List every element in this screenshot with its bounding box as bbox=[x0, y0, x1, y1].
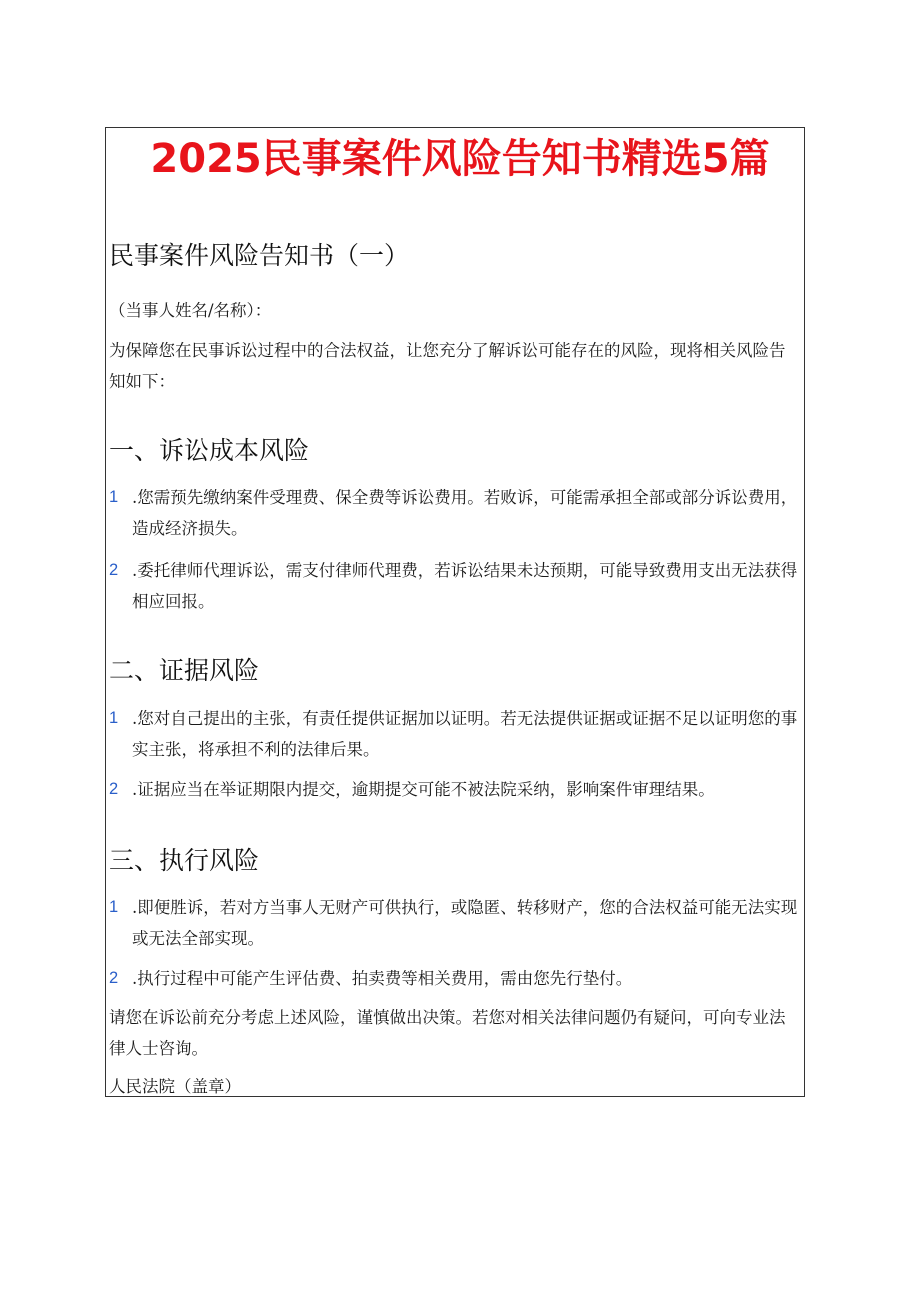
section-heading-enforcement: 三、执行风险 bbox=[109, 846, 260, 875]
item-number: 1 bbox=[109, 709, 119, 727]
item-number: 2 bbox=[109, 561, 119, 579]
item-text: .您需预先缴纳案件受理费、保全费等诉讼费用。若败诉，可能需承担全部或部分诉讼费用，造成经济损失。 bbox=[132, 488, 798, 538]
item-number: 1 bbox=[109, 898, 119, 916]
signature-line: 人民法院（盖章） bbox=[109, 1077, 241, 1096]
list-item bbox=[109, 963, 801, 994]
section-heading-evidence: 二、证据风险 bbox=[109, 656, 260, 685]
item-number: 1 bbox=[109, 488, 119, 506]
item-text: .证据应当在举证期限内提交，逾期提交可能不被法院采纳，影响案件审理结果。 bbox=[132, 780, 715, 799]
document-title: 民事案件风险告知书（一） bbox=[109, 241, 410, 270]
item-number: 2 bbox=[109, 969, 119, 987]
item-text: .即便胜诉，若对方当事人无财产可供执行，或隐匿、转移财产，您的合法权益可能无法实现或无法全部实现。 bbox=[132, 898, 798, 948]
salutation: （当事人姓名/名称）： bbox=[109, 301, 272, 320]
main-title: 2025民事案件风险告知书精选5篇 bbox=[150, 136, 770, 182]
item-text: .执行过程中可能产生评估费、拍卖费等相关费用，需由您先行垫付。 bbox=[132, 969, 633, 988]
list-item bbox=[109, 892, 801, 954]
list-item bbox=[109, 774, 801, 805]
list-item bbox=[109, 482, 801, 544]
list-item bbox=[109, 555, 801, 617]
list-item bbox=[109, 703, 801, 765]
item-text: .委托律师代理诉讼，需支付律师代理费，若诉讼结果未达预期，可能导致费用支出无法获得相应回报。 bbox=[132, 561, 798, 611]
section-heading-litigation-cost: 一、诉讼成本风险 bbox=[109, 436, 310, 465]
item-text: .您对自己提出的主张，有责任提供证据加以证明。若无法提供证据或证据不足以证明您的事实主张，将承担不利的法律后果。 bbox=[132, 709, 798, 759]
intro-paragraph: 为保障您在民事诉讼过程中的合法权益，让您充分了解诉讼可能存在的风险，现将相关风险告知如下： bbox=[109, 341, 786, 391]
closing-paragraph: 请您在诉讼前充分考虑上述风险，谨慎做出决策。若您对相关法律问题仍有疑问，可向专业法律人士咨询。 bbox=[109, 1008, 786, 1058]
item-number: 2 bbox=[109, 780, 119, 798]
